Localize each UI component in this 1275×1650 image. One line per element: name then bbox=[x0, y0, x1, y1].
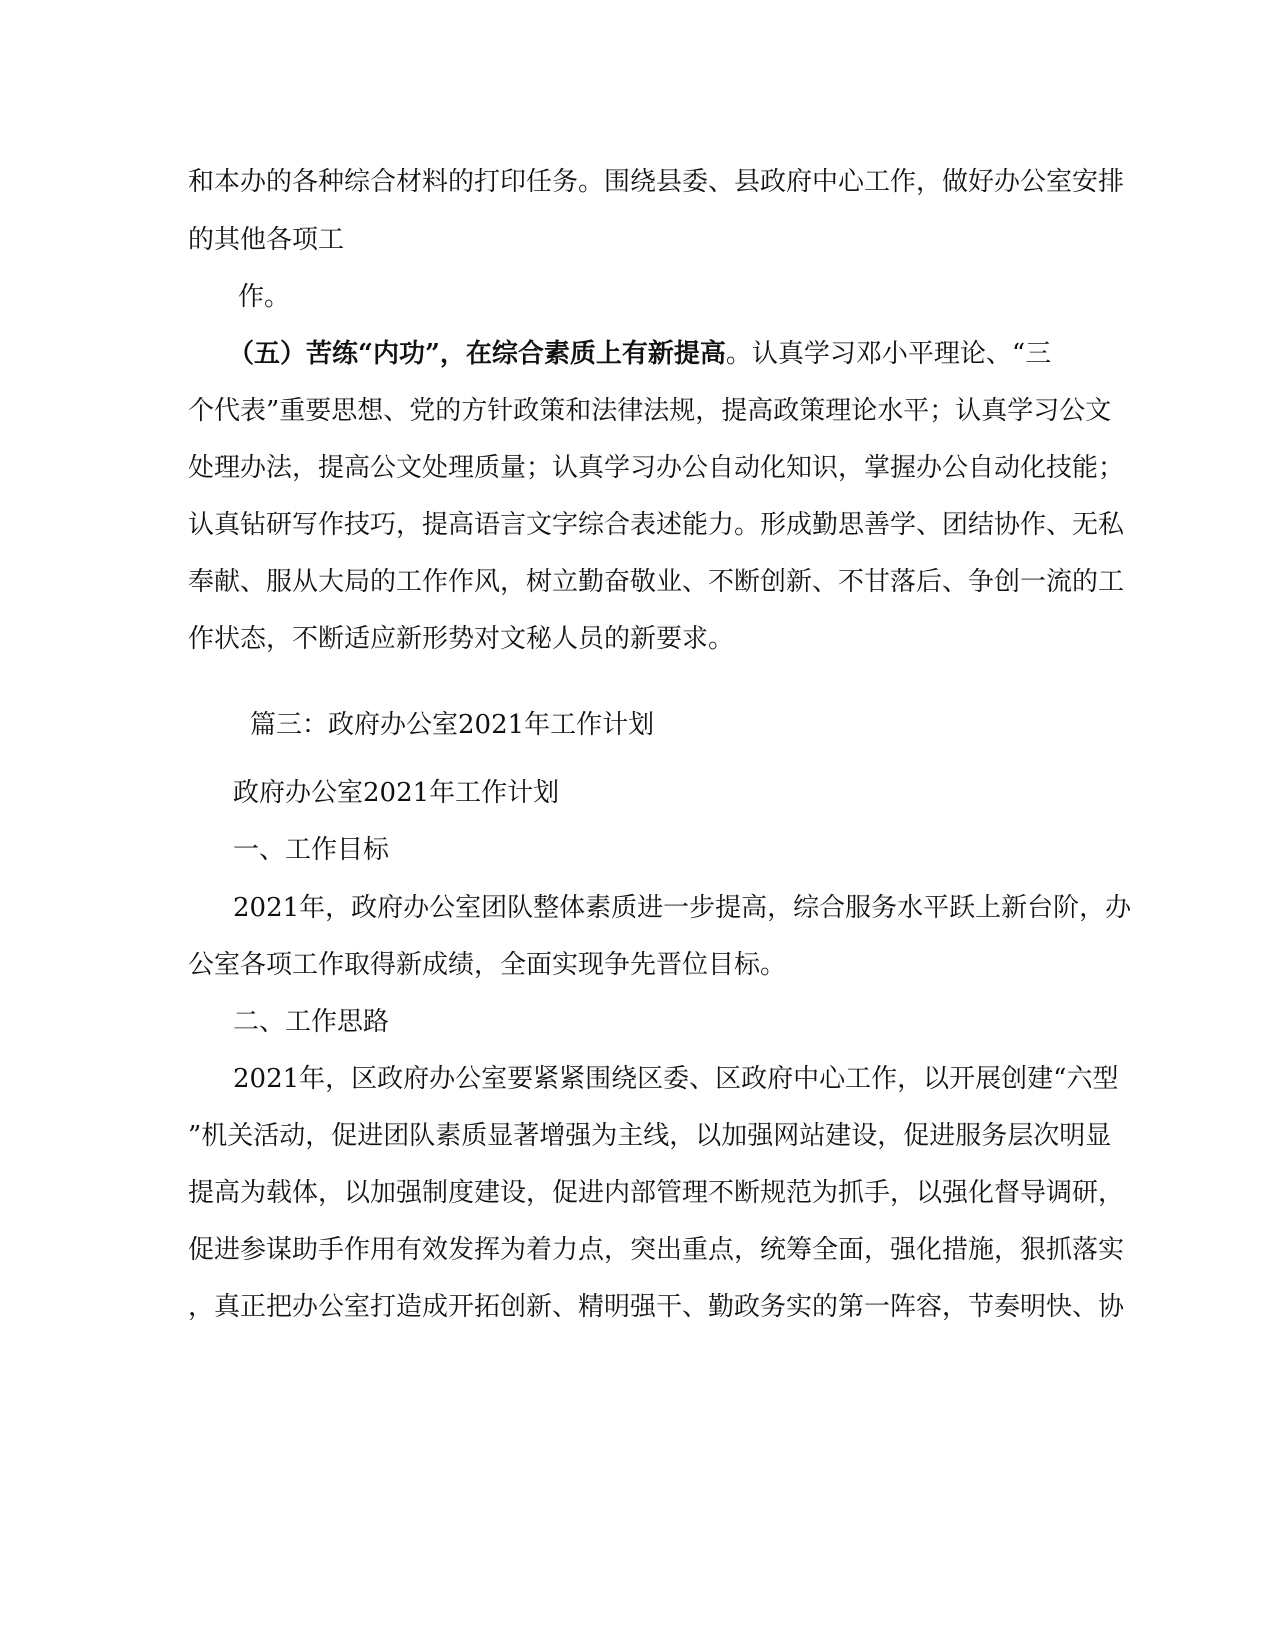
body-text-line: 2021年，区政府办公室要紧紧围绕区委、区政府中心工作，以开展创建“六型 bbox=[233, 1064, 1119, 1094]
body-text-line: 作状态，不断适应新形势对文秘人员的新要求。 bbox=[188, 624, 735, 654]
body-text-line: 处理办法，提高公文处理质量；认真学习办公自动化知识，掌握办公自动化技能； bbox=[188, 453, 1125, 483]
body-text-line: 认真钻研写作技巧，提高语言文字综合表述能力。形成勤思善学、团结协作、无私 bbox=[188, 510, 1125, 540]
body-text-line: 奉献、服从大局的工作作风，树立勤奋敬业、不断创新、不甘落后、争创一流的工 bbox=[188, 567, 1125, 597]
plan-title: 政府办公室2021年工作计划 bbox=[233, 778, 560, 808]
section-heading: 一、工作目标 bbox=[233, 835, 390, 865]
body-text-line: 提高为载体，以加强制度建设，促进内部管理不断规范为抓手，以强化督导调研， bbox=[188, 1178, 1125, 1208]
section-heading-rest: 。认真学习邓小平理论、“三 bbox=[725, 339, 1052, 369]
body-text-line: 个代表”重要思想、党的方针政策和法律法规，提高政策理论水平；认真学习公文 bbox=[188, 396, 1112, 426]
body-text-line: 促进参谋助手作用有效发挥为着力点，突出重点，统筹全面，强化措施，狠抓落实 bbox=[188, 1235, 1125, 1265]
body-text-line: ”机关活动，促进团队素质显著增强为主线，以加强网站建设，促进服务层次明显 bbox=[188, 1121, 1112, 1151]
section-heading-line bbox=[228, 337, 1128, 371]
section-heading: 二、工作思路 bbox=[233, 1007, 390, 1037]
section-heading-bold: （五）苦练“内功”，在综合素质上有新提高 bbox=[228, 339, 726, 369]
chapter-title: 篇三：政府办公室2021年工作计划 bbox=[250, 710, 655, 740]
body-text-line: 和本办的各种综合材料的打印任务。围绕县委、县政府中心工作，做好办公室安排 bbox=[188, 167, 1125, 197]
body-text-line: 公室各项工作取得新成绩，全面实现争先晋位目标。 bbox=[188, 950, 787, 980]
body-text-line: 的其他各项工 bbox=[188, 225, 345, 255]
body-text-line: 2021年，政府办公室团队整体素质进一步提高，综合服务水平跃上新台阶，办 bbox=[233, 893, 1132, 923]
body-text-line: ，真正把办公室打造成开拓创新、精明强干、勤政务实的第一阵容，节奏明快、协 bbox=[188, 1292, 1125, 1322]
body-text-line: 作。 bbox=[238, 282, 291, 312]
